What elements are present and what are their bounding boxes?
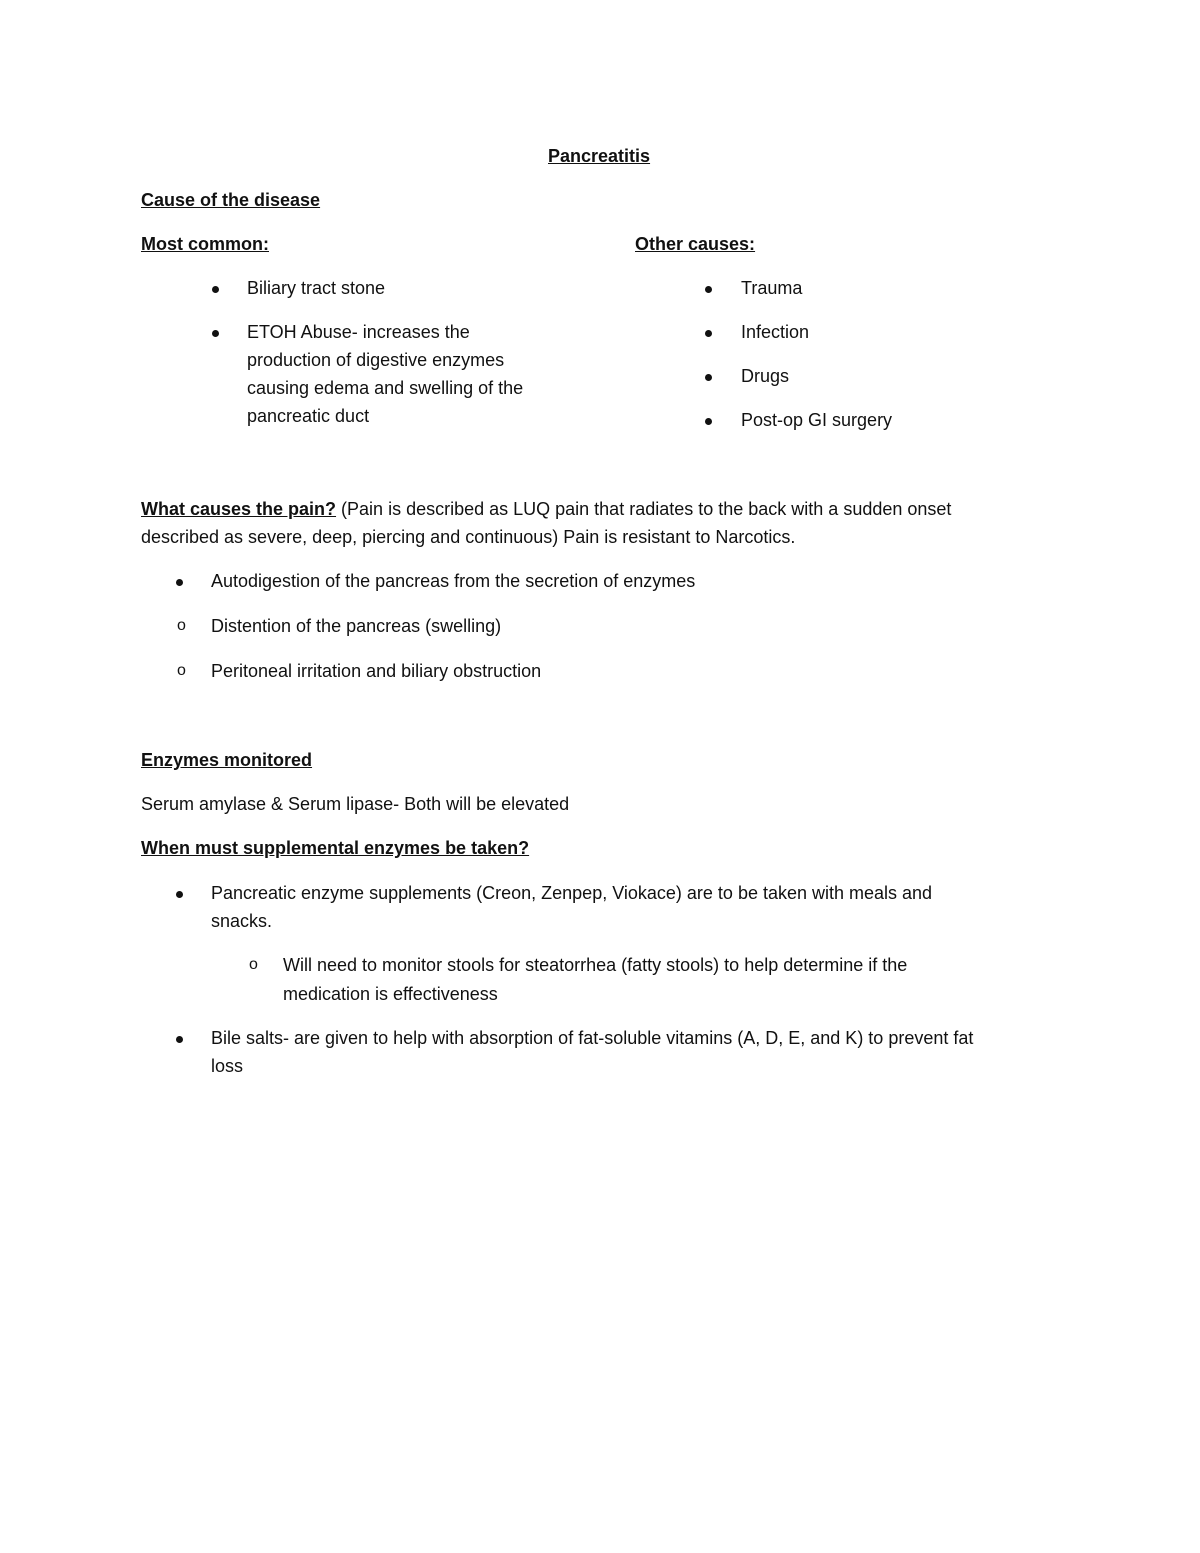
- list-item: Bile salts- are given to help with absorption of fat-soluble vitamins (A, D, E, and K) to prevent fat: [211, 1028, 974, 1048]
- enzymes-text: Serum amylase & Serum lipase- Both will be elevated: [141, 794, 570, 814]
- list-item: Infection: [741, 322, 810, 342]
- list-item: Distention of the pancreas (swelling): [211, 616, 502, 636]
- list-item-continuation: snacks.: [211, 911, 273, 931]
- list-item: Pancreatic enzyme supplements (Creon, Zenpep, Viokace) are to be taken with meals and: [211, 883, 933, 903]
- page-title: Pancreatitis: [548, 146, 651, 166]
- enzymes-heading: Enzymes monitored: [141, 750, 313, 770]
- bullet-icon: [176, 879, 183, 907]
- list-item-continuation: loss: [211, 1056, 244, 1076]
- sub-list-item: Will need to monitor stools for steatorrhea (fatty stools) to help determine if the: [283, 955, 908, 975]
- sub-list-item-continuation: medication is effectiveness: [283, 984, 498, 1004]
- bullet-icon: [705, 406, 712, 434]
- bullet-icon: [212, 318, 219, 346]
- other-causes-heading: Other causes:: [635, 234, 756, 254]
- hollow-bullet-icon: o: [177, 617, 186, 634]
- cause-heading: Cause of the disease: [141, 190, 321, 210]
- pain-description: (Pain is described as LUQ pain that radiates to the back with a sudden onset: [336, 499, 952, 519]
- list-item: Trauma: [741, 278, 803, 298]
- pain-paragraph-line2: described as severe, deep, piercing and continuous) Pain is resistant to Narcotics.: [141, 527, 796, 547]
- list-item-continuation: pancreatic duct: [247, 406, 370, 426]
- bullet-icon: [176, 567, 183, 595]
- bullet-icon: [212, 274, 219, 302]
- list-item: Post-op GI surgery: [741, 410, 893, 430]
- list-item: Peritoneal irritation and biliary obstruction: [211, 661, 542, 681]
- list-item: Autodigestion of the pancreas from the secretion of enzymes: [211, 571, 696, 591]
- pain-paragraph-line1: [141, 495, 951, 523]
- bullet-icon: [705, 274, 712, 302]
- supplemental-heading: When must supplemental enzymes be taken?: [141, 838, 530, 858]
- list-item-continuation: causing edema and swelling of the: [247, 378, 524, 398]
- hollow-bullet-icon: o: [249, 956, 258, 973]
- bullet-icon: [705, 318, 712, 346]
- most-common-heading: Most common:: [141, 234, 269, 254]
- list-item-continuation: production of digestive enzymes: [247, 350, 505, 370]
- list-item: Biliary tract stone: [247, 278, 386, 298]
- bullet-icon: [705, 362, 712, 390]
- bullet-icon: [176, 1024, 183, 1052]
- pain-heading: What causes the pain?: [141, 499, 337, 519]
- list-item: ETOH Abuse- increases the: [247, 322, 470, 342]
- list-item: Drugs: [741, 366, 790, 386]
- hollow-bullet-icon: o: [177, 662, 186, 679]
